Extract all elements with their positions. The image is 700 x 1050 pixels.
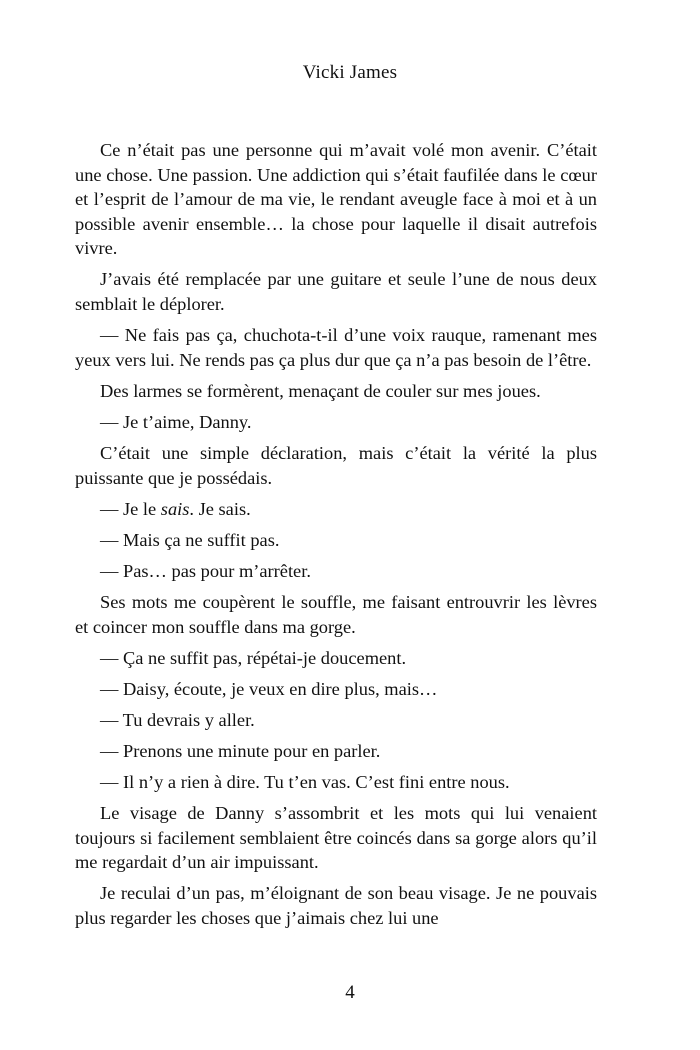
paragraph: Ce n’était pas une personne qui m’avait volé mon avenir. C’était une chose. Une passion. Une addiction qui s’était faufilée dans le cœur et l’esprit de l’amour de ma vie, le rendant aveugle face à moi et à un possible avenir ensemble… la chose pour laquelle il disait autrefois vivre.	[75, 140, 597, 259]
dialogue-paragraph: — Je t’aime, Danny.	[100, 411, 252, 432]
body-text	[75, 138, 597, 937]
dialogue-paragraph: — Daisy, écoute, je veux en dire plus, mais…	[100, 678, 438, 699]
dialogue-paragraph	[75, 497, 597, 522]
paragraph: C’était une simple déclaration, mais c’était la vérité la plus puissante que je possédais.	[75, 443, 597, 488]
dialogue-text: . Je sais.	[189, 498, 251, 519]
emphasized-word: sais	[160, 498, 190, 519]
dialogue-paragraph: — Prenons une minute pour en parler.	[100, 740, 381, 761]
paragraph: Ses mots me coupèrent le souffle, me faisant entrouvrir les lèvres et coincer mon souffle dans ma gorge.	[75, 592, 597, 637]
dialogue-paragraph: — Il n’y a rien à dire. Tu t’en vas. C’est fini entre nous.	[100, 772, 510, 793]
paragraph: Le visage de Danny s’assombrit et les mots qui lui venaient toujours si facilement semblaient être coincés dans sa gorge alors qu’il me regardait d’un air impuissant.	[75, 803, 597, 873]
page-number: 4	[345, 982, 355, 1003]
paragraph: Je reculai d’un pas, m’éloignant de son beau visage. Je ne pouvais plus regarder les choses que j’aimais chez lui une	[75, 883, 597, 929]
paragraph: J’avais été remplacée par une guitare et seule l’une de nous deux semblait le déplorer.	[75, 269, 597, 315]
dialogue-paragraph: — Tu devrais y aller.	[100, 709, 255, 730]
dialogue-paragraph: — Ne fais pas ça, chuchota-t-il d’une voix rauque, ramenant mes yeux vers lui. Ne rends pas ça plus dur que ça n’a pas besoin de l’être.	[75, 325, 597, 370]
dialogue-paragraph: — Ça ne suffit pas, répétai-je doucement.	[100, 647, 407, 668]
dialogue-paragraph: — Pas… pas pour m’arrêter.	[100, 560, 311, 581]
paragraph: Des larmes se formèrent, menaçant de couler sur mes joues.	[100, 380, 541, 401]
dialogue-text: — Je le	[100, 498, 161, 519]
running-head-author: Vicki James	[302, 62, 398, 83]
dialogue-paragraph: — Mais ça ne suffit pas.	[100, 529, 280, 550]
